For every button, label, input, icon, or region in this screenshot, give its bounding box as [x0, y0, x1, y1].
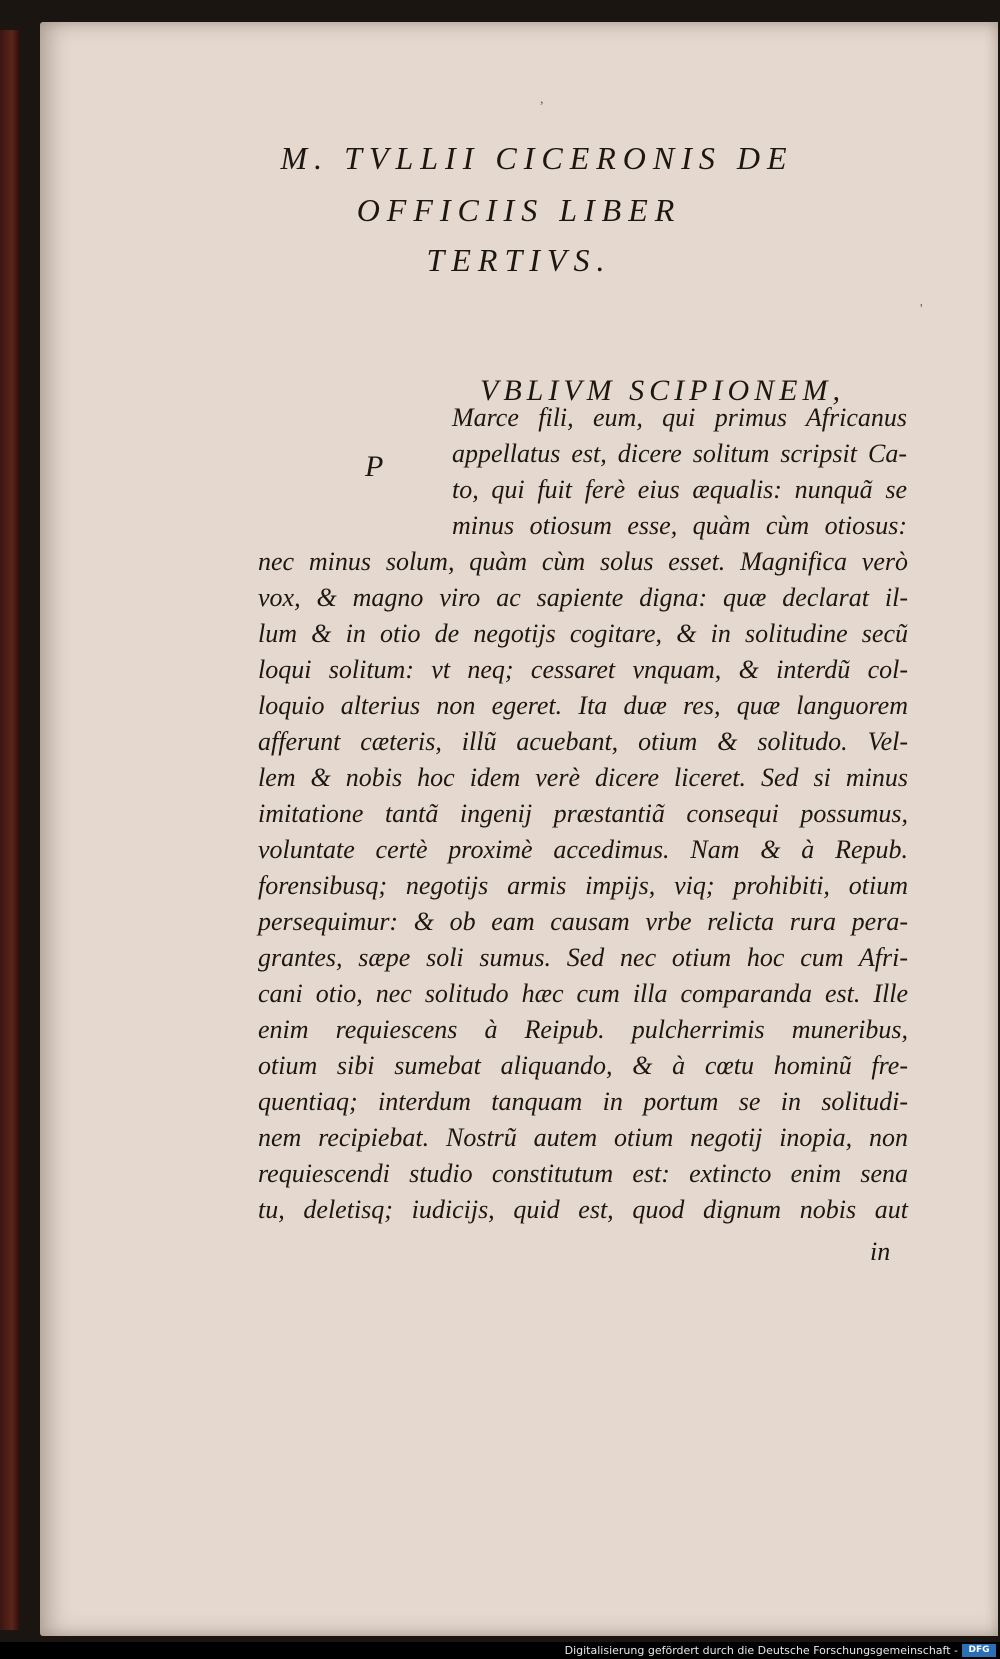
text-line: nec minus solum, quàm cùm solus esset. Magnifica verò [258, 547, 908, 576]
title-line-3: TERTIVS. [426, 242, 612, 278]
book-page [40, 22, 998, 1636]
paper-speck: , [540, 92, 544, 107]
text-line: lum & in otio de negotijs cogitare, & in solitudine secũ [258, 619, 908, 648]
footer-credit: Digitalisierung gefördert durch die Deutsche Forschungsgemeinschaft - [564, 1644, 958, 1657]
catchword: in [870, 1237, 891, 1266]
text-line: to, qui fuit ferè eius æqualis: nunquã se [452, 475, 907, 504]
title-line-2: OFFICIIS LIBER [356, 192, 682, 228]
digitization-footer [0, 1642, 1000, 1659]
book-spine [0, 30, 20, 1630]
title-line-1: M. TVLLII CICERONIS DE [280, 140, 794, 176]
drop-cap: P [365, 450, 384, 483]
text-line: grantes, sæpe soli sumus. Sed nec otium hoc cum Afri- [258, 943, 908, 972]
text-line: appellatus est, dicere solitum scripsit Ca- [452, 439, 907, 468]
text-line: tu, deletisq; iudicijs, quid est, quod dignum nobis aut [258, 1195, 908, 1224]
text-line: requiescendi studio constitutum est: extincto enim sena [258, 1159, 908, 1188]
text-line: Marce fili, eum, qui primus Africanus [452, 403, 907, 432]
text-line: minus otiosum esse, quàm cùm otiosus: [452, 511, 907, 540]
text-line: imitatione tantã ingenij præstantiã consequi possumus, [258, 799, 908, 828]
text-line: forensibusq; negotijs armis impijs, viq; prohibiti, otium [258, 871, 908, 900]
text-line: loquio alterius non egeret. Ita duæ res, quæ languorem [258, 691, 908, 720]
text-line: lem & nobis hoc idem verè dicere liceret. Sed si minus [258, 763, 908, 792]
dfg-logo: DFG [962, 1644, 996, 1657]
text-line: enim requiescens à Reipub. pulcherrimis muneribus, [258, 1015, 908, 1044]
text-line: vox, & magno viro ac sapiente digna: quæ declarat il- [258, 583, 908, 612]
text-line: loqui solitum: vt neq; cessaret vnquam, & interdũ col- [258, 655, 908, 684]
text-line: voluntate certè proximè accedimus. Nam & à Repub. [258, 835, 908, 864]
text-line: cani otio, nec solitudo hæc cum illa comparanda est. Ille [258, 979, 908, 1008]
opening-words: VBLIVM SCIPIONEM, [480, 374, 845, 407]
text-line: quentiaq; interdum tanquam in portum se in solitudi- [258, 1087, 908, 1116]
text-line: otium sibi sumebat aliquando, & à cœtu hominũ fre- [258, 1051, 908, 1080]
paper-speck: ' [920, 302, 923, 317]
text-line: nem recipiebat. Nostrũ autem otium negotij inopia, non [258, 1123, 908, 1152]
text-line: persequimur: & ob eam causam vrbe relicta rura pera- [258, 907, 908, 936]
text-line: afferunt cæteris, illũ acuebant, otium & solitudo. Vel- [258, 727, 908, 756]
